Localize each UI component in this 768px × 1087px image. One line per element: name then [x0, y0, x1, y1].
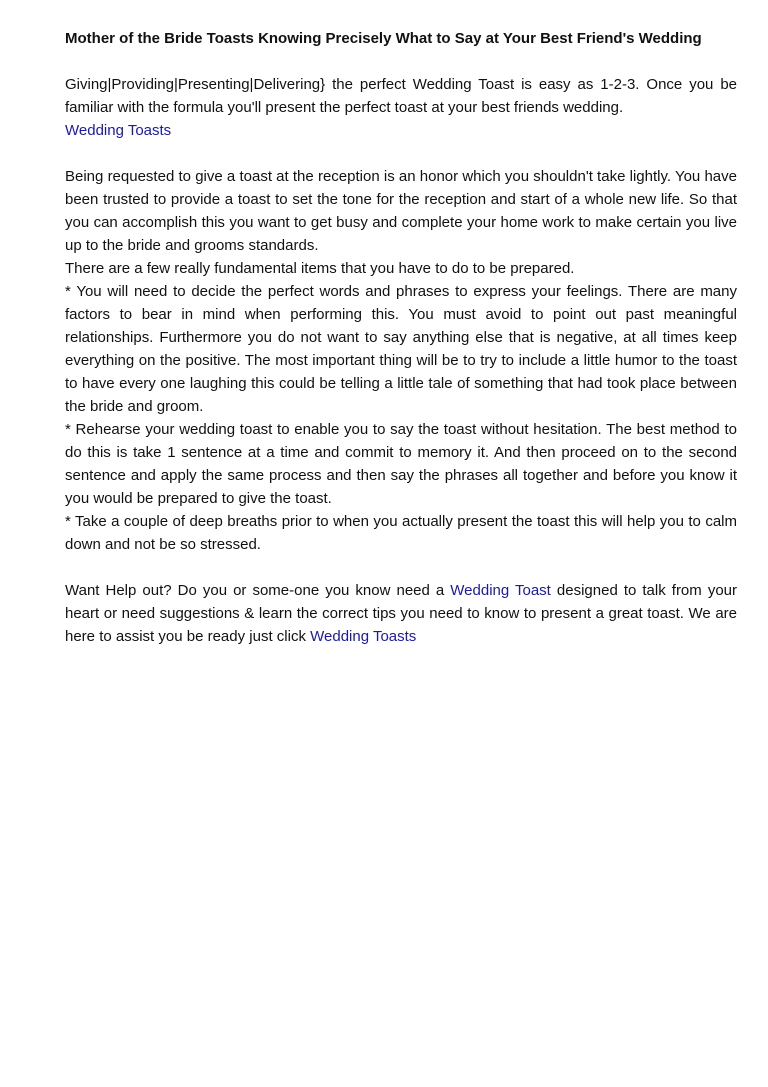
wedding-toasts-link-intro[interactable]: Wedding Toasts [65, 122, 172, 139]
cta-text-1: Want Help out? Do you or some-one you know need a [65, 582, 451, 599]
wedding-toast-link[interactable]: Wedding Toast [450, 582, 551, 599]
intro-paragraph [65, 73, 737, 142]
cta-text-2: designed to talk from your heart or need suggestions & learn the correct tips you need to know to present a great toast. We are here to assist you be ready just click [65, 582, 737, 645]
document-page [65, 27, 737, 648]
body-paragraph-1: Being requested to give a toast at the reception is an honor which you shouldn't take lightly. You have been trusted to provide a toast to set the tone for the reception and start of a whole new life. So that you can accomplish this you want to get busy and complete your home work to make certain you live up to the bride and grooms standards. [65, 168, 737, 254]
wedding-toasts-link-cta[interactable]: Wedding Toasts [310, 628, 417, 645]
spacer [65, 50, 737, 73]
spacer [65, 556, 737, 579]
body-paragraph-2: There are a few really fundamental items that you have to do to be prepared. [65, 260, 575, 277]
bullet-item-2: * Rehearse your wedding toast to enable you to say the toast without hesitation. The best method to do this is take 1 sentence at a time and commit to memory it. And then proceed on to the second sentence and apply the same process and then say the phrases all together and before you know it you would be prepared to give the toast. [65, 421, 737, 507]
bullet-item-1: * You will need to decide the perfect words and phrases to express your feelings. There are many factors to bear in mind when performing this. You must avoid to point out past meaningful relationships. Furthermore you do not want to say anything else that is negative, at all times keep everything on the positive. The most important thing will be to try to include a little humor to the toast to have every one laughing this could be telling a little tale of something that had took place between the bride and groom. [65, 283, 737, 415]
intro-text: Giving|Providing|Presenting|Delivering} the perfect Wedding Toast is easy as 1-2-3. Once you be familiar with the formula you'll present the perfect toast at your best friends wedding. [65, 76, 737, 116]
cta-paragraph [65, 579, 737, 648]
bullet-item-3: * Take a couple of deep breaths prior to when you actually present the toast this will help you to calm down and not be so stressed. [65, 513, 737, 553]
spacer [65, 142, 737, 165]
document-title: Mother of the Bride Toasts Knowing Precisely What to Say at Your Best Friend's Wedding [65, 30, 702, 47]
